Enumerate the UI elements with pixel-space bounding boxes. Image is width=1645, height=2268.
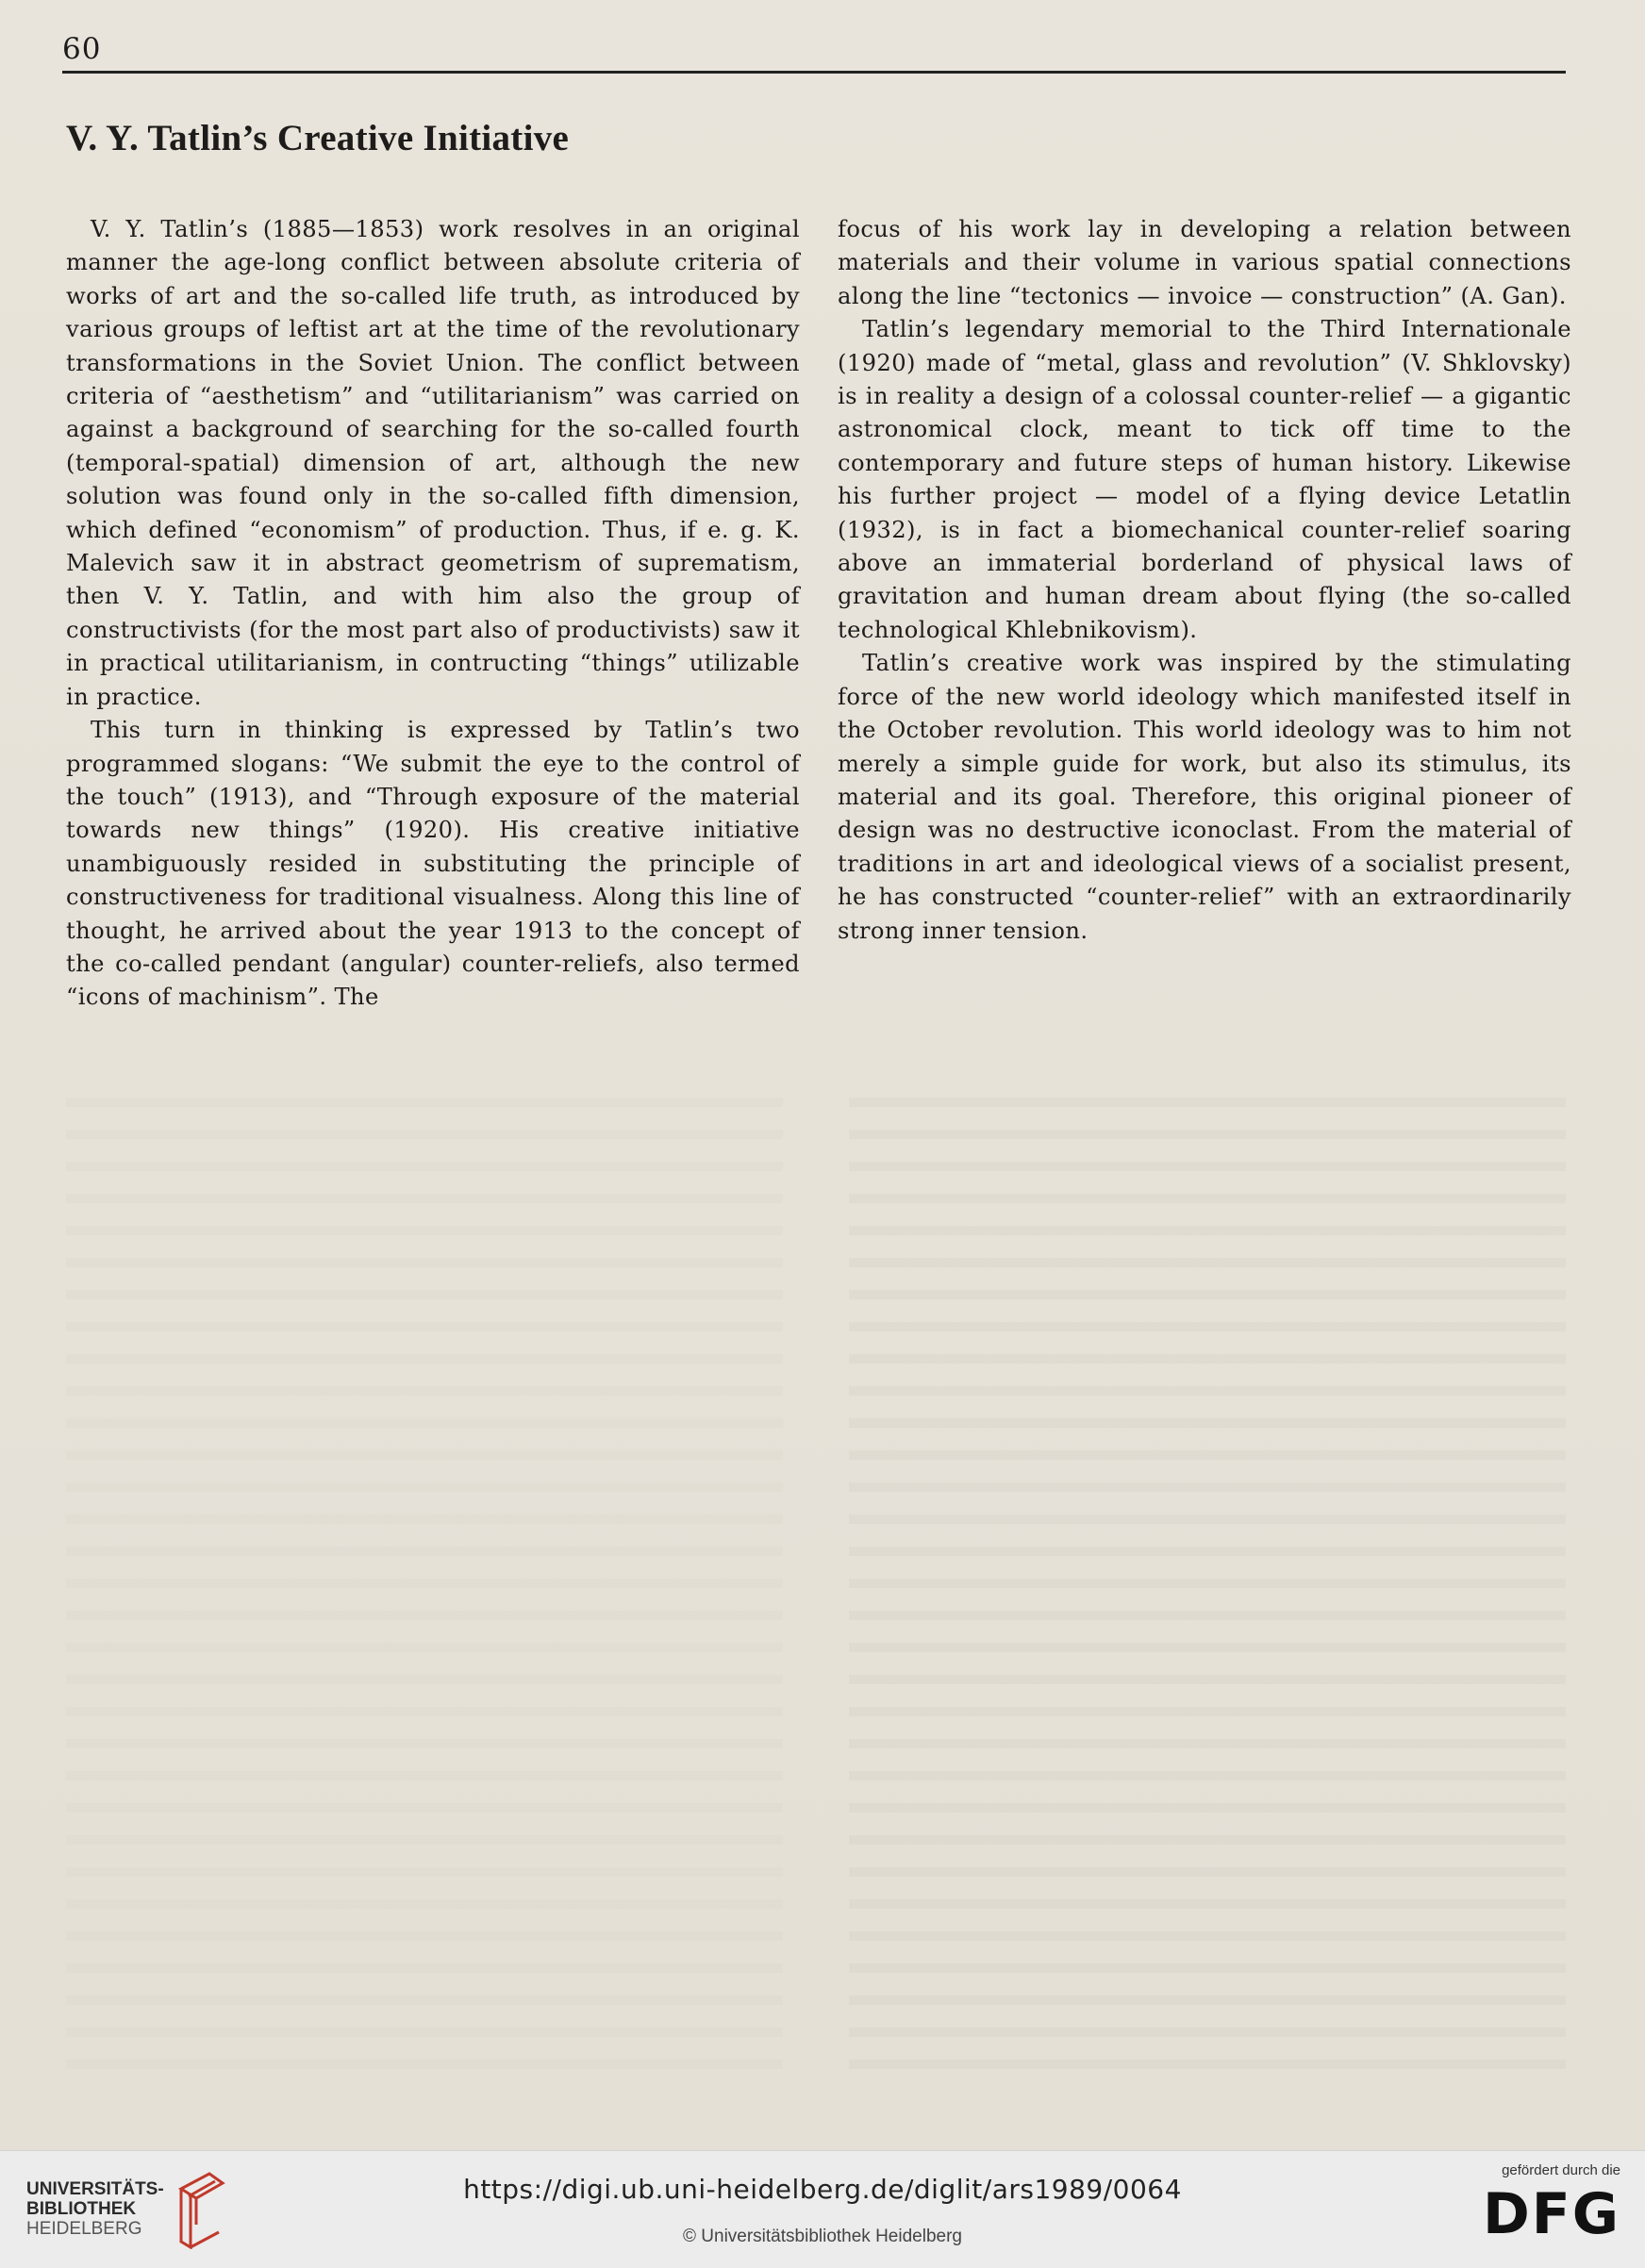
footer-bar bbox=[0, 2150, 1645, 2268]
paragraph-continued: focus of his work lay in developing a relation between materials and their volume in various spatial connections along the line “tectonics — invoice — construction” (A. Gan). bbox=[838, 216, 1571, 309]
library-name-line2: BIBLIOTHEK bbox=[26, 2199, 137, 2219]
paragraph: Tatlin’s legendary memorial to the Third Internationale (1920) made of “metal, glass and revolution” (V. Shklovsky) is in reality a design of a colossal counter-relief — a gigantic astronomical clock, meant to tick off time to the contemporary and future steps of human history. Likewise his further project — model of a flying device Letatlin (1932), is in fact a biomechanical counter-relief soaring above an immaterial borderland of physical laws of gravitation and human dream about flying (the so-called technological Khlebnikovism). bbox=[838, 316, 1571, 643]
paragraph: V. Y. Tatlin’s (1885—1853) work resolves in an original manner the age-long conflict between absolute criteria of works of art and the so-called life truth, as introduced by various groups of leftist art at the time of the revolutionary transformations in the Soviet Union. The conflict between criteria of “aesthetism” and “utilitarianism” was carried on against a background of searching for the so-called fourth (temporal-spatial) dimension of art, although the new solution was found only in the so-called fifth dimension, which defined “economism” of production. Thus, if e. g. K. Malevich saw it in abstract geometrism of suprematism, then V. Y. Tatlin, and with him also the group of constructivists (for the most part also of productivists) saw it in practical utilitarianism, in contructing “things” utilizable in practice. bbox=[66, 216, 800, 710]
paragraph: This turn in thinking is expressed by Tatlin’s two programmed slogans: “We submit the eye to the control of the touch” (1913), and “Through exposure of the material towards new things” (1920). His creative initiative unambiguously resided in substituting the principle of constructiveness for traditional visualness. Along this line of thought, he arrived about the year 1913 to the concept of the co-called pendant (angular) counter-reliefs, also termed “icons of machinism”. The bbox=[66, 717, 800, 1011]
right-column bbox=[838, 213, 1571, 948]
library-name-line1: UNIVERSITÄTS- bbox=[26, 2179, 164, 2199]
source-url-link[interactable]: https://digi.ub.uni-heidelberg.de/diglit/ars1989/0064 bbox=[463, 2174, 1182, 2205]
bleed-through-left bbox=[66, 1075, 783, 2075]
left-column bbox=[66, 213, 800, 1015]
paragraph: Tatlin’s creative work was inspired by the stimulating force of the new world ideology which manifested itself in the October revolution. This world ideology was to him not merely a simple guide for work, but also its stimulus, its material and its goal. Therefore, this original pioneer of design was no destructive iconoclast. From the material of traditions in art and ideological views of a socialist present, he has constructed “counter-relief” with an extraordinarily strong inner tension. bbox=[838, 650, 1571, 944]
dfg-logo[interactable] bbox=[1460, 2162, 1620, 2257]
bleed-through-right bbox=[849, 1075, 1566, 2075]
page-number: 60 bbox=[62, 32, 102, 66]
dfg-wordmark: DFG bbox=[1482, 2181, 1620, 2247]
library-name-line3: HEIDELBERG bbox=[26, 2219, 142, 2239]
copyright-notice: © Universitätsbibliothek Heidelberg bbox=[683, 2227, 962, 2246]
header-rule bbox=[62, 71, 1566, 74]
funding-caption: gefördert durch die bbox=[1502, 2162, 1620, 2178]
article-title: V. Y. Tatlin’s Creative Initiative bbox=[66, 118, 570, 158]
